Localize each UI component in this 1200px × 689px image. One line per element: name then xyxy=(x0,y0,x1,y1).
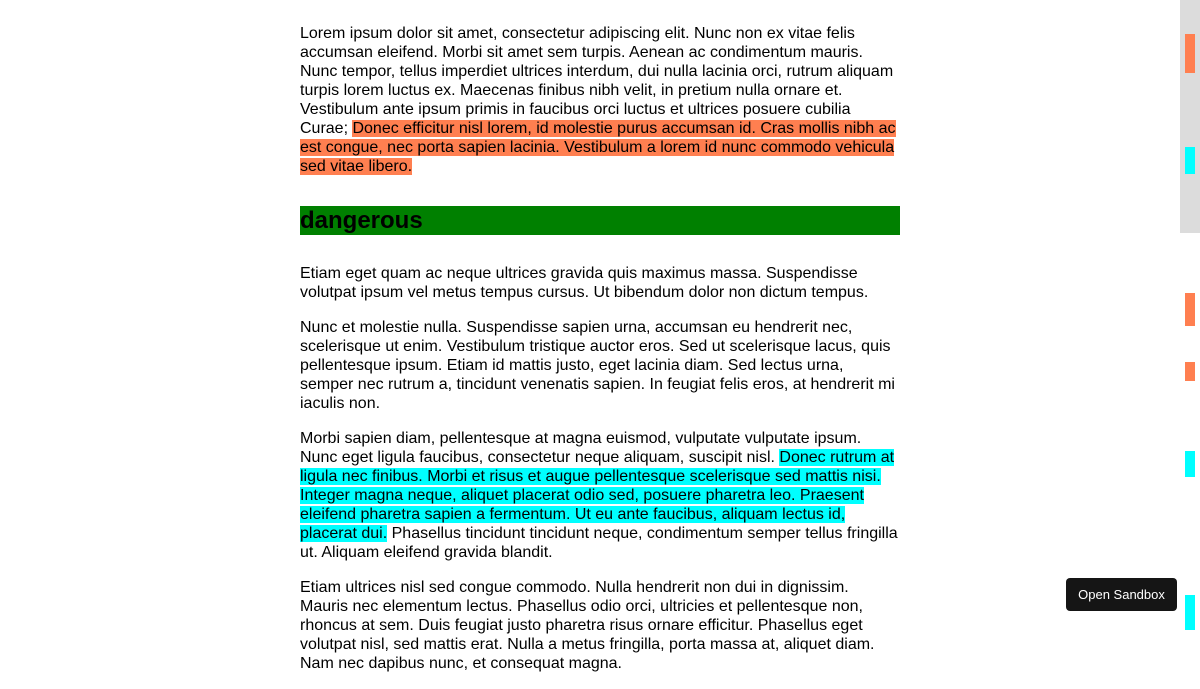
article-content xyxy=(300,24,900,689)
open-sandbox-button[interactable]: Open Sandbox xyxy=(1066,578,1177,611)
scroll-marker-orange-3[interactable] xyxy=(1185,362,1195,381)
paragraph-5: Etiam ultrices nisl sed congue commodo. Nulla hendrerit non dui in dignissim. Mauris nec elementum lectus. Phasellus odio orci, ultricies et pellentesque non, rhoncus at sem. Duis feugiat justo pharetra risus ornare efficitur. Phasellus eget volutpat nisl, sed mattis erat. Nulla a metus fringilla, porta massa at, aliquet diam. Nam nec dapibus nunc, et consequat magna. xyxy=(300,579,875,672)
paragraph-4 xyxy=(300,429,900,562)
scroll-marker-orange-1[interactable] xyxy=(1185,34,1195,73)
highlight-cyan-1[interactable]: Donec rutrum at ligula nec finibus. Morbi et risus et augue pellentesque scelerisque sed mattis nisi. Integer magna neque, aliquet placerat odio sed, posuere pharetra leo. Praesent eleifend pharetra sapien a fermentum. Ut eu ante faucibus, aliquam lectus id, placerat dui. xyxy=(300,449,895,542)
scroll-marker-orange-2[interactable] xyxy=(1185,293,1195,326)
vertical-scrollbar[interactable] xyxy=(1180,0,1200,630)
paragraph-2: Etiam eget quam ac neque ultrices gravida quis maximus massa. Suspendisse volutpat ipsum vel metus tempus cursus. Ut bibendum dolor non dictum tempus. xyxy=(300,265,869,301)
scroll-marker-cyan-3[interactable] xyxy=(1185,595,1195,630)
paragraph-4-text-after: Phasellus tincidunt tincidunt neque, condimentum semper tellus fringilla ut. Aliquam eleifend gravida blandit. xyxy=(300,525,898,561)
section-heading xyxy=(300,206,900,235)
paragraph-1-text: Lorem ipsum dolor sit amet, consectetur adipiscing elit. Nunc non ex vitae felis accumsan eleifend. Morbi sit amet sem turpis. Aenean ac condimentum mauris. Nunc tempor, tellus imperdiet ultrices interdum, dui nulla lacinia orci, rutrum aliquam turpis lorem luctus ex. Maecenas finibus nibh velit, in pretium nulla ornare et. Vestibulum ante ipsum primis in faucibus orci luctus et ultrices posuere cubilia Curae; xyxy=(300,25,894,137)
paragraph-3: Nunc et molestie nulla. Suspendisse sapien urna, accumsan eu hendrerit nec, scelerisque ut enim. Vestibulum tristique auctor eros. Sed ut scelerisque lacus, quis pellentesque ipsum. Etiam id mattis justo, eget lacinia diam. Sed lectus urna, semper nec rutrum a, tincidunt venenatis sapien. In feugiat felis eros, at hendrerit mi iaculis non. xyxy=(300,319,895,412)
scroll-marker-cyan-2[interactable] xyxy=(1185,451,1195,477)
section-heading-text: dangerous xyxy=(300,207,423,234)
paragraph-1 xyxy=(300,24,900,176)
paragraph-4-text-before: Morbi sapien diam, pellentesque at magna euismod, vulputate vulputate ipsum. Nunc eget ligula faucibus, consectetur neque aliquam, suscipit nisl. xyxy=(300,430,862,466)
highlight-orange-1[interactable]: Donec efficitur nisl lorem, id molestie purus accumsan id. Cras mollis nibh ac est congue, nec porta sapien lacinia. Vestibulum a lorem id nunc commodo vehicula sed vitae libero. xyxy=(300,120,896,175)
scroll-marker-cyan-1[interactable] xyxy=(1185,147,1195,174)
